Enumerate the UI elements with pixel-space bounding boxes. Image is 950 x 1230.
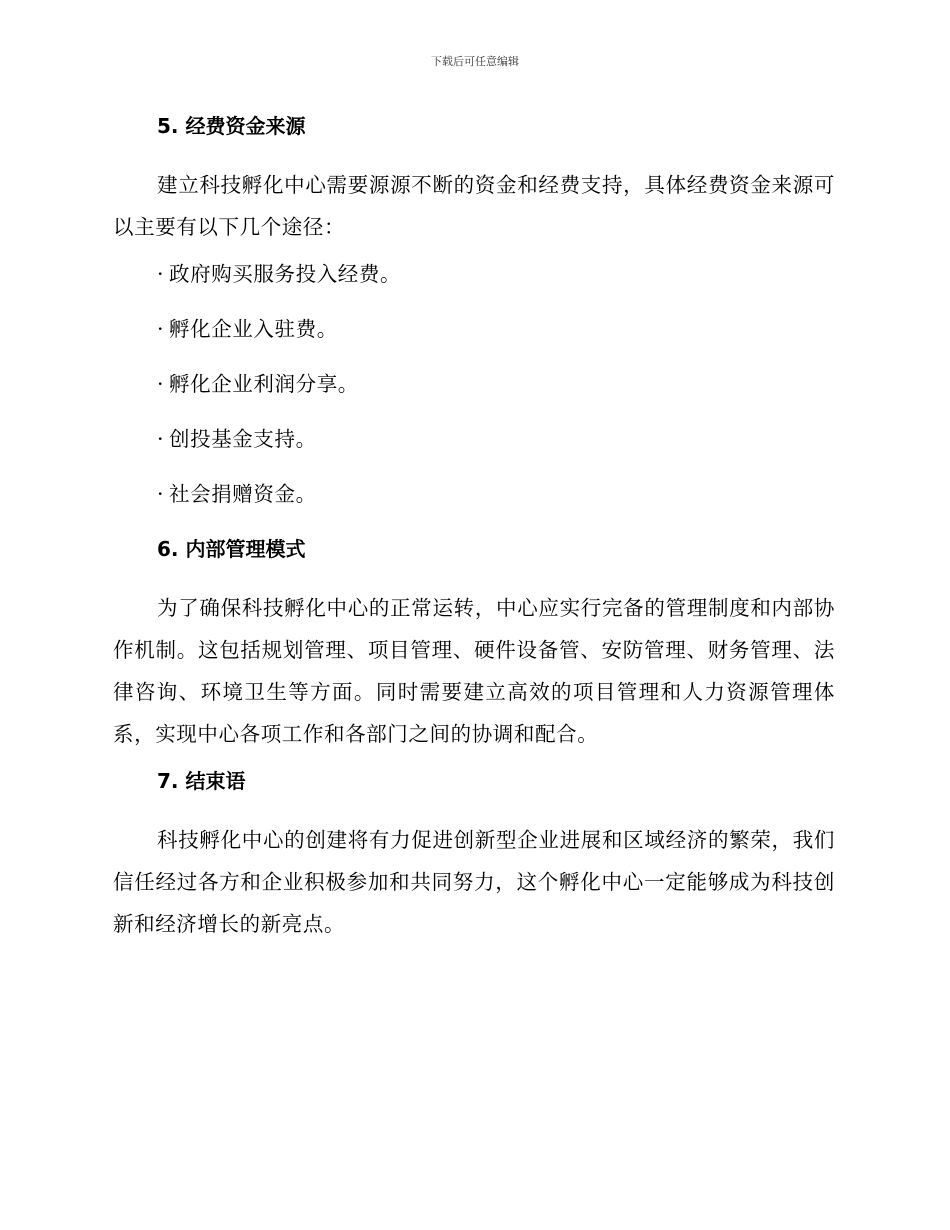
section-heading-funding: 5. 经费资金来源 [157, 114, 306, 138]
bullet-dot-icon: · [157, 427, 165, 451]
page-header: 下载后可任意编辑 [431, 55, 519, 68]
funding-bullet-item [113, 423, 835, 455]
conclusion-paragraph: 科技孵化中心的创建将有力促进创新型企业进展和区域经济的繁荣，我们信任经过各方和企业积极参加和共同努力，这个孵化中心一定能够成为科技创新和经济增长的新亮点。 [113, 828, 835, 936]
funding-bullet-item [113, 478, 835, 510]
bullet-text: 创投基金支持。 [169, 427, 317, 451]
funding-bullet-item [113, 368, 835, 400]
bullet-dot-icon: · [157, 262, 165, 286]
section-heading-conclusion: 7. 结束语 [157, 769, 246, 793]
bullet-text: 孵化企业利润分享。 [169, 372, 359, 396]
bullet-text: 孵化企业入驻费。 [169, 317, 338, 341]
bullet-text: 政府购买服务投入经费。 [169, 262, 402, 286]
document-body [113, 110, 835, 955]
section-heading-management: 6. 内部管理模式 [157, 537, 306, 561]
bullet-dot-icon: · [157, 372, 165, 396]
funding-intro-paragraph: 建立科技孵化中心需要源源不断的资金和经费支持，具体经费资金来源可以主要有以下几个途径： [113, 173, 835, 239]
bullet-dot-icon: · [157, 482, 165, 506]
funding-bullet-item [113, 258, 835, 290]
funding-bullet-item [113, 313, 835, 345]
bullet-text: 社会捐赠资金。 [169, 482, 317, 506]
management-paragraph: 为了确保科技孵化中心的正常运转，中心应实行完备的管理制度和内部协作机制。这包括规划管理、项目管理、硬件设备管、安防管理、财务管理、法律咨询、环境卫生等方面。同时需要建立高效的项目管理和人力资源管理体系，实现中心各项工作和各部门之间的协调和配合。 [113, 596, 835, 746]
bullet-dot-icon: · [157, 317, 165, 341]
